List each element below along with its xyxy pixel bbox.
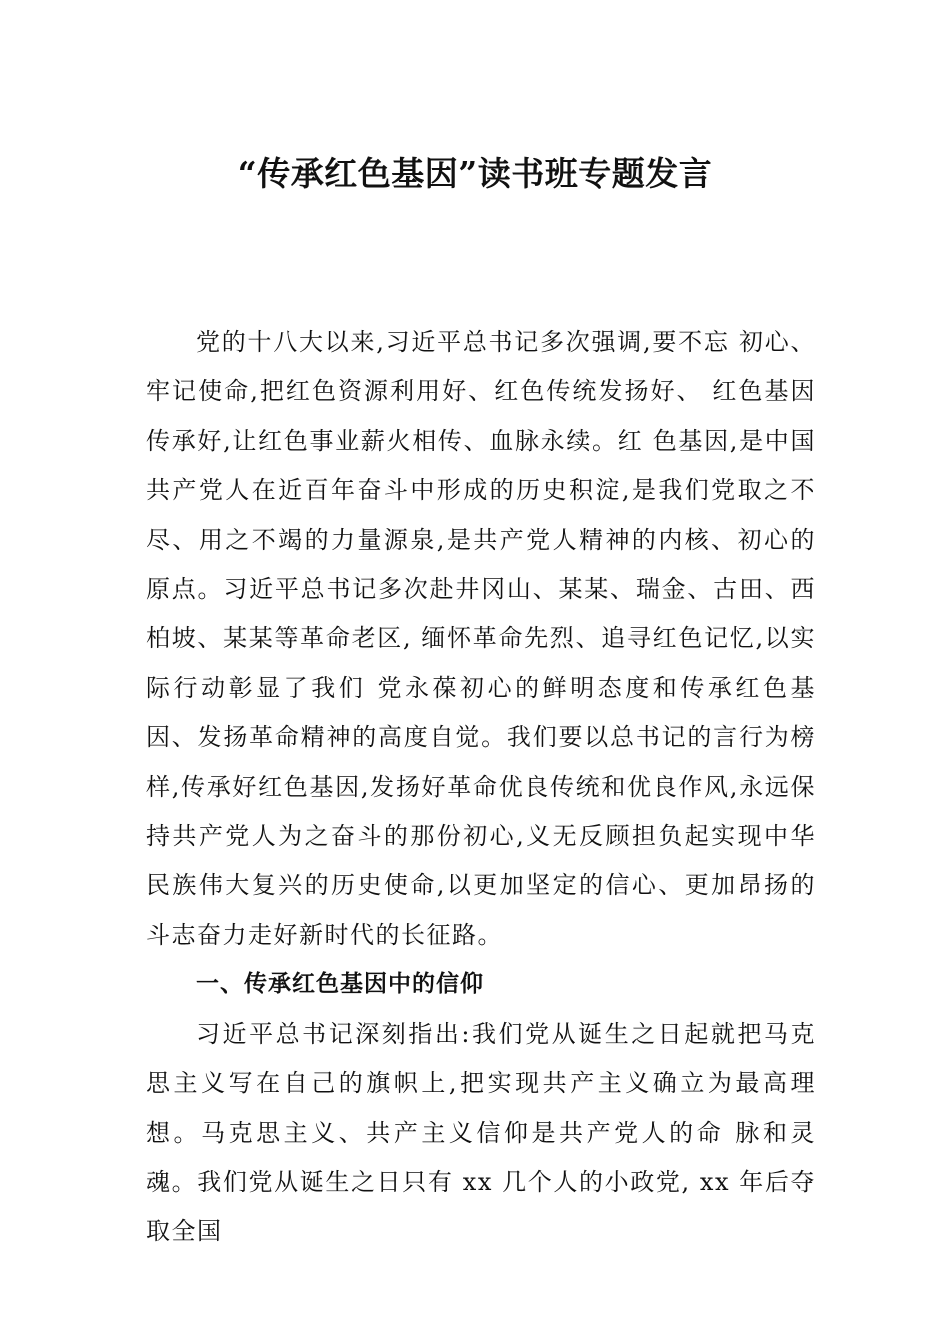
intro-paragraph: 党的十八大以来,习近平总书记多次强调,要不忘 初心、牢记使命,把红色资源利用好、红色传统发扬好、 红色基因传承好,让红色事业薪火相传、血脉永续。红 色基因,是中国共产党人在近百年奋斗中形成的历史积淀,是我们党取之不尽、用之不竭的力量源泉,是共产党人精神的内核、初心的原点。习近平总书记多次赴井冈山、某某、瑞金、古田、西柏坡、某某等革命老区, 缅怀革命先烈、追寻红色记忆,以实际行动彰显了我们 党永葆初心的鲜明态度和传承红色基因、发扬革命精神的高度自觉。我们要以总书记的言行为榜样,传承好红色基因,发扬好革命优良传统和优良作风,永远保持共产党人为之奋斗的那份初心,义无反顾担负起实现中华民族伟大复兴的历史使命,以更加坚定的信心、更加昂扬的斗志奋力走好新时代的长征路。 <box>146 328 816 949</box>
document-body <box>146 318 816 1257</box>
document-title: “传承红色基因”读书班专题发言 <box>237 154 713 193</box>
section-heading: 一、传承红色基因中的信仰 <box>196 971 484 998</box>
section-paragraph: 习近平总书记深刻指出:我们党从诞生之日起就把马克思主义写在自己的旗帜上,把实现共产主义确立为最高理想。马克思主义、共产主义信仰是共产党人的命 脉和灵魂。我们党从诞生之日只有 xx 几个人的小政党, xx 年后夺取全国 <box>146 1019 816 1246</box>
